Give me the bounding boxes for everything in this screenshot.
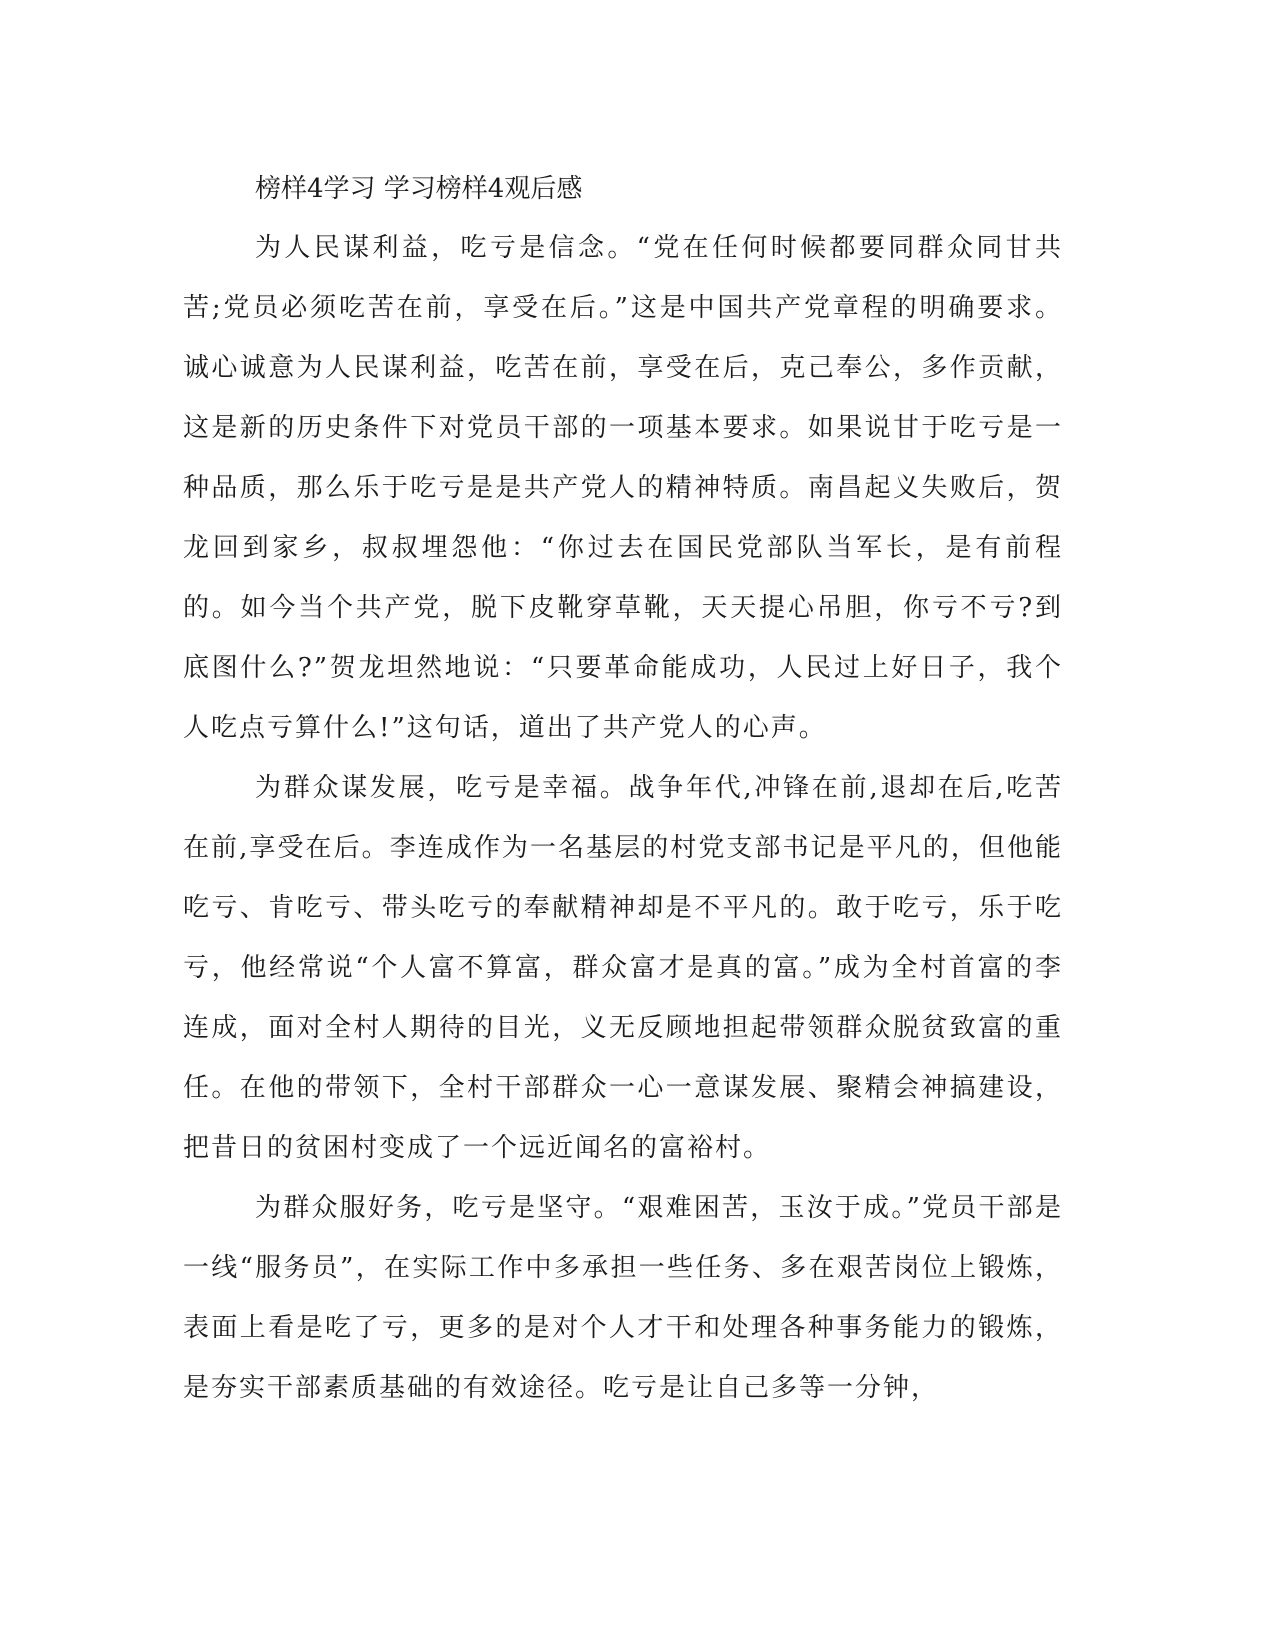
document-body: [183, 160, 1063, 1418]
paragraph-1: 为人民谋利益，吃亏是信念。“党在任何时候都要同群众同甘共苦;党员必须吃苦在前，享受在后。”这是中国共产党章程的明确要求。诚心诚意为人民谋利益，吃苦在前，享受在后，克己奉公，多作贡献，这是新的历史条件下对党员干部的一项基本要求。如果说甘于吃亏是一种品质，那么乐于吃亏是是共产党人的精神特质。南昌起义失败后，贺龙回到家乡，叔叔埋怨他：“你过去在国民党部队当军长，是有前程的。如今当个共产党，脱下皮靴穿草靴，天天提心吊胆，你亏不亏?到底图什么?”贺龙坦然地说：“只要革命能成功，人民过上好日子，我个人吃点亏算什么!”这句话，道出了共产党人的心声。: [183, 233, 1063, 743]
paragraph-2: 为群众谋发展，吃亏是幸福。战争年代,冲锋在前,退却在后,吃苦在前,享受在后。李连成作为一名基层的村党支部书记是平凡的，但他能吃亏、肯吃亏、带头吃亏的奉献精神却是不平凡的。敢于吃亏，乐于吃亏，他经常说“个人富不算富，群众富才是真的富。”成为全村首富的李连成，面对全村人期待的目光，义无反顾地担起带领群众脱贫致富的重任。在他的带领下，全村干部群众一心一意谋发展、聚精会神搞建设，把昔日的贫困村变成了一个远近闻名的富裕村。: [183, 773, 1063, 1163]
document-title: 榜样4学习 学习榜样4观后感: [255, 174, 583, 204]
paragraph-3: 为群众服好务，吃亏是坚守。“艰难困苦，玉汝于成。”党员干部是一线“服务员”，在实际工作中多承担一些任务、多在艰苦岗位上锻炼，表面上看是吃了亏，更多的是对个人才干和处理各种事务能力的锻炼，是夯实干部素质基础的有效途径。吃亏是让自己多等一分钟，: [183, 1193, 1063, 1403]
